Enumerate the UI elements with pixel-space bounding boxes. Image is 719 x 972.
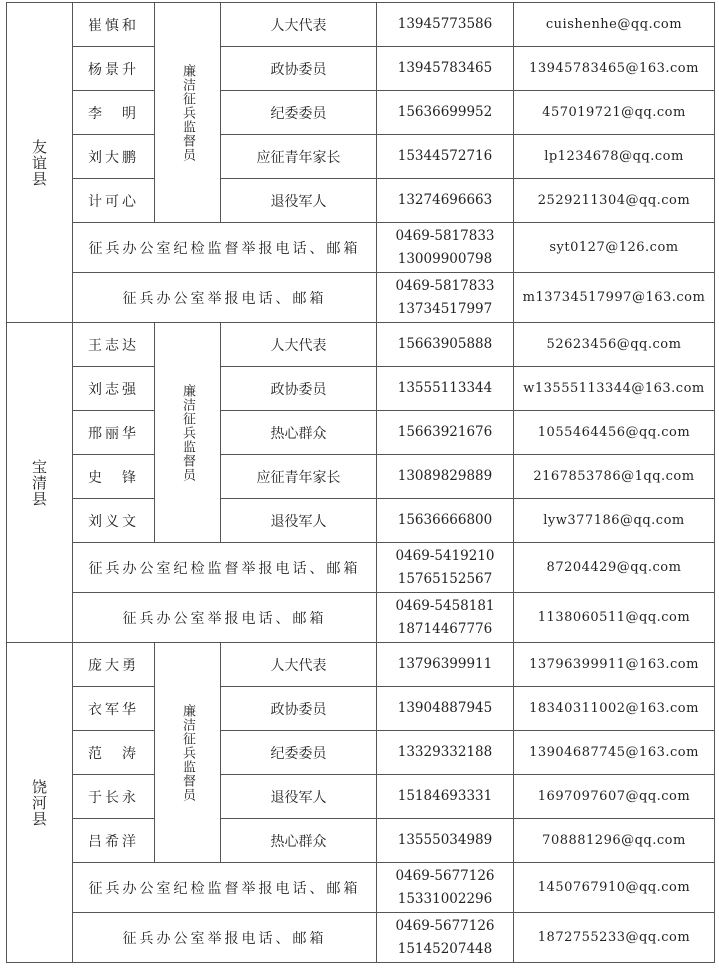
office-email: m13734517997@163.com — [514, 273, 715, 323]
office-row — [7, 913, 715, 963]
supervisor-role: 廉洁征兵监督员 — [155, 323, 221, 543]
member-phone: 15636666800 — [377, 499, 514, 543]
table-row — [7, 819, 715, 863]
member-phone: 13904887945 — [377, 687, 514, 731]
office-mobile: 15331002296 — [397, 890, 493, 907]
table-row — [7, 367, 715, 411]
member-email: 1055464456@qq.com — [514, 411, 715, 455]
member-position: 纪委委员 — [221, 91, 377, 135]
table-row — [7, 47, 715, 91]
member-name: 刘志强 — [73, 367, 155, 411]
table-row — [7, 775, 715, 819]
member-email: 2529211304@qq.com — [514, 179, 715, 223]
office-row — [7, 543, 715, 593]
office-landline: 0469-5677126 — [395, 867, 495, 884]
member-email: w13555113344@163.com — [514, 367, 715, 411]
office-phone — [377, 223, 514, 273]
member-name: 刘大鹏 — [73, 135, 155, 179]
table-row — [7, 455, 715, 499]
member-name: 史 锋 — [73, 455, 155, 499]
member-email: 52623456@qq.com — [514, 323, 715, 367]
member-position: 政协委员 — [221, 687, 377, 731]
county-name: 饶河县 — [7, 643, 73, 963]
table-row — [7, 135, 715, 179]
member-phone: 13274696663 — [377, 179, 514, 223]
member-email: 13904687745@163.com — [514, 731, 715, 775]
table-row — [7, 411, 715, 455]
office-email: 1138060511@qq.com — [514, 593, 715, 643]
member-position: 政协委员 — [221, 47, 377, 91]
supervisor-role: 廉洁征兵监督员 — [155, 3, 221, 223]
office-row — [7, 223, 715, 273]
member-email: 708881296@qq.com — [514, 819, 715, 863]
member-email: lp1234678@qq.com — [514, 135, 715, 179]
member-name: 计可心 — [73, 179, 155, 223]
office-mobile: 18714467776 — [397, 620, 493, 637]
office-mobile: 15145207448 — [397, 940, 493, 957]
member-phone: 13945773586 — [377, 3, 514, 47]
member-name: 于长永 — [73, 775, 155, 819]
office-label: 征兵办公室举报电话、邮箱 — [73, 273, 377, 323]
member-name: 庞大勇 — [73, 643, 155, 687]
office-phone — [377, 273, 514, 323]
member-phone: 13555034989 — [377, 819, 514, 863]
member-email: 1697097607@qq.com — [514, 775, 715, 819]
table-row — [7, 499, 715, 543]
table-row — [7, 687, 715, 731]
county-name: 宝清县 — [7, 323, 73, 643]
table-row — [7, 91, 715, 135]
member-name: 邢丽华 — [73, 411, 155, 455]
office-email: 1450767910@qq.com — [514, 863, 715, 913]
member-name: 崔慎和 — [73, 3, 155, 47]
office-label: 征兵办公室纪检监督举报电话、邮箱 — [73, 863, 377, 913]
member-name: 刘义文 — [73, 499, 155, 543]
office-landline: 0469-5419210 — [395, 547, 495, 564]
office-row — [7, 273, 715, 323]
table-row — [7, 323, 715, 367]
supervisor-contact-table — [6, 2, 715, 963]
office-landline: 0469-5817833 — [395, 277, 495, 294]
member-phone: 13796399911 — [377, 643, 514, 687]
member-phone: 15636699952 — [377, 91, 514, 135]
table-row — [7, 731, 715, 775]
member-phone: 13555113344 — [377, 367, 514, 411]
member-position: 应征青年家长 — [221, 455, 377, 499]
member-phone: 15184693331 — [377, 775, 514, 819]
member-position: 人大代表 — [221, 643, 377, 687]
member-phone: 15344572716 — [377, 135, 514, 179]
office-phone — [377, 543, 514, 593]
member-email: 18340311002@163.com — [514, 687, 715, 731]
member-email: 2167853786@1qq.com — [514, 455, 715, 499]
office-mobile: 13734517997 — [397, 300, 493, 317]
member-position: 退役军人 — [221, 179, 377, 223]
member-phone: 15663905888 — [377, 323, 514, 367]
office-landline: 0469-5458181 — [395, 597, 495, 614]
member-name: 杨景升 — [73, 47, 155, 91]
office-mobile: 15765152567 — [397, 570, 493, 587]
member-email: 13945783465@163.com — [514, 47, 715, 91]
member-position: 人大代表 — [221, 323, 377, 367]
member-position: 热心群众 — [221, 819, 377, 863]
office-phone — [377, 913, 514, 963]
member-email: cuishenhe@qq.com — [514, 3, 715, 47]
office-landline: 0469-5817833 — [395, 227, 495, 244]
office-phone — [377, 863, 514, 913]
member-phone: 13329332188 — [377, 731, 514, 775]
member-name: 衣军华 — [73, 687, 155, 731]
office-label: 征兵办公室纪检监督举报电话、邮箱 — [73, 223, 377, 273]
supervisor-role: 廉洁征兵监督员 — [155, 643, 221, 863]
county-name: 友谊县 — [7, 3, 73, 323]
office-row — [7, 593, 715, 643]
member-phone: 13089829889 — [377, 455, 514, 499]
member-name: 李 明 — [73, 91, 155, 135]
member-name: 吕希洋 — [73, 819, 155, 863]
member-name: 范 涛 — [73, 731, 155, 775]
table-row — [7, 179, 715, 223]
office-label: 征兵办公室举报电话、邮箱 — [73, 913, 377, 963]
office-email: syt0127@126.com — [514, 223, 715, 273]
member-email: lyw377186@qq.com — [514, 499, 715, 543]
office-label: 征兵办公室纪检监督举报电话、邮箱 — [73, 543, 377, 593]
member-email: 457019721@qq.com — [514, 91, 715, 135]
office-label: 征兵办公室举报电话、邮箱 — [73, 593, 377, 643]
member-phone: 15663921676 — [377, 411, 514, 455]
member-position: 政协委员 — [221, 367, 377, 411]
office-row — [7, 863, 715, 913]
office-email: 1872755233@qq.com — [514, 913, 715, 963]
office-landline: 0469-5677126 — [395, 917, 495, 934]
member-name: 王志达 — [73, 323, 155, 367]
member-position: 纪委委员 — [221, 731, 377, 775]
member-position: 应征青年家长 — [221, 135, 377, 179]
office-email: 87204429@qq.com — [514, 543, 715, 593]
office-mobile: 13009900798 — [397, 250, 493, 267]
table-row — [7, 643, 715, 687]
member-position: 热心群众 — [221, 411, 377, 455]
member-position: 人大代表 — [221, 3, 377, 47]
office-phone — [377, 593, 514, 643]
member-phone: 13945783465 — [377, 47, 514, 91]
member-email: 13796399911@163.com — [514, 643, 715, 687]
member-position: 退役军人 — [221, 775, 377, 819]
table-row — [7, 3, 715, 47]
member-position: 退役军人 — [221, 499, 377, 543]
